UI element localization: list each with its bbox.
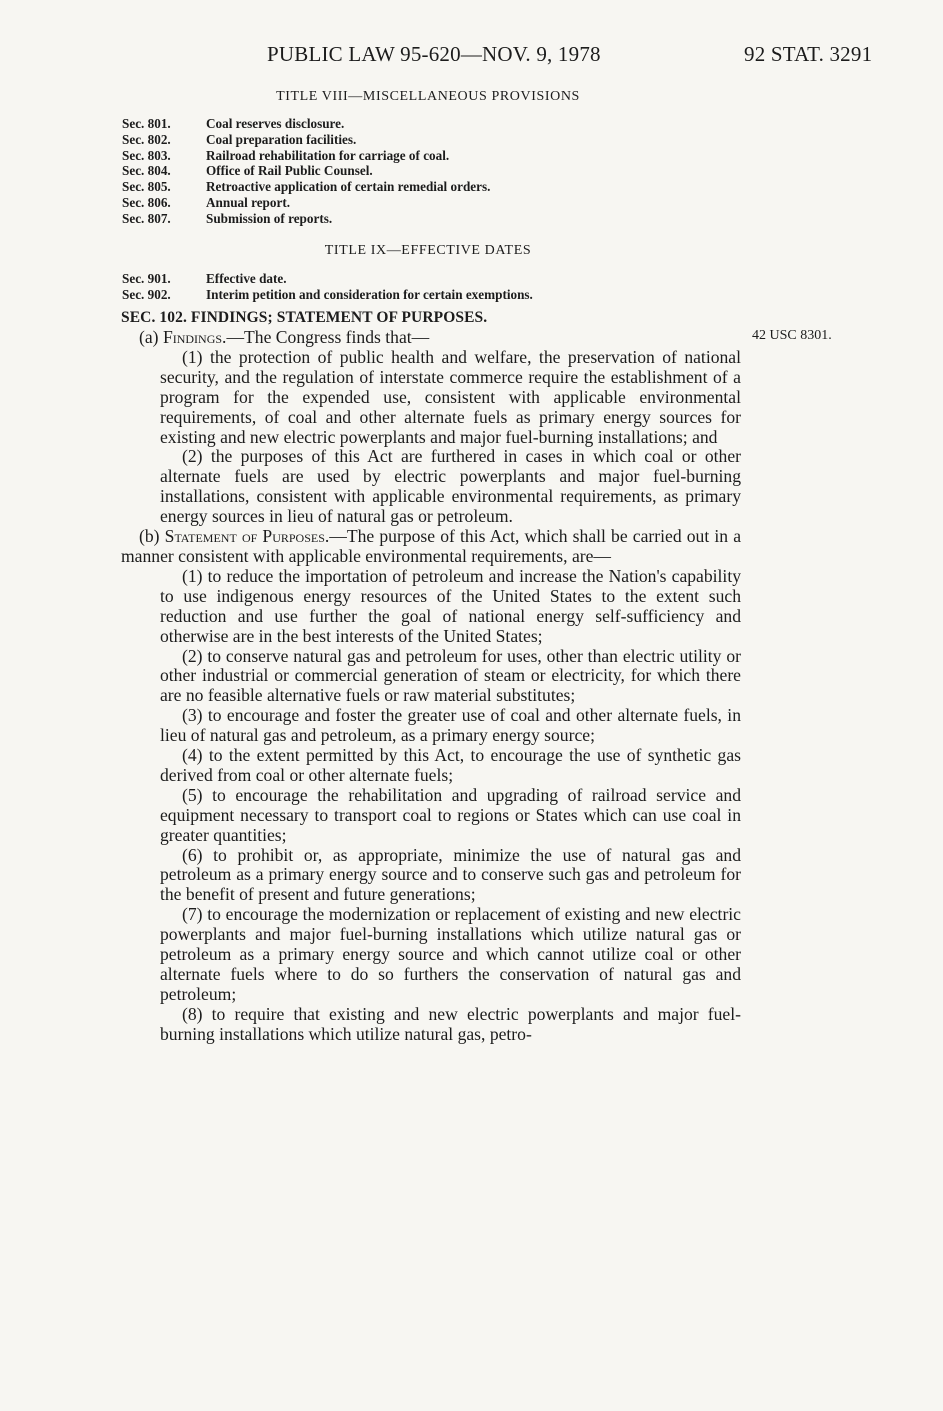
toc-title: TITLE IX—EFFECTIVE DATES — [324, 243, 532, 258]
section-body — [121, 308, 741, 1045]
toc-sec-title: Effective date. — [206, 271, 287, 286]
toc-sec-number: Sec. 804. — [122, 163, 171, 179]
toc-sec-title: Coal reserves disclosure. — [206, 116, 345, 131]
subsection-a-intro — [121, 328, 741, 348]
toc-item — [122, 271, 682, 287]
toc-sec-number: Sec. 801. — [122, 116, 171, 131]
toc-sec-number: Sec. 807. — [122, 210, 171, 226]
toc-sec-title: Interim petition and consideration for certain exemptions. — [206, 286, 533, 302]
toc-list-viii — [122, 116, 682, 227]
subsection-text: —The Congress finds that— — [226, 327, 430, 347]
paragraph-item: (7) to encourage the modernization or replacement of existing and new electric powerplants and major fuel-burning installations which utilize natural gas or petroleum as a primary energy source and which cannot utilize coal or other alternate fuels where to do so furthers the conservation of natural gas and petroleum; — [160, 904, 741, 1004]
toc-list-ix — [122, 271, 682, 303]
toc-title: TITLE VIII—MISCELLANEOUS PROVISIONS — [276, 89, 580, 104]
subsection-text: —The purpose of this Act, which shall be carried out in a manner consistent with applicable environmental requirements, are— — [121, 526, 741, 566]
toc-item — [122, 163, 682, 179]
page-header — [0, 42, 943, 72]
toc-sec-title: Annual report. — [206, 194, 291, 210]
stat-page: 92 STAT. 3291 — [744, 42, 873, 66]
subsection-b-intro — [121, 527, 741, 567]
toc-item — [122, 211, 682, 227]
paragraph-item: (2) to conserve natural gas and petroleum for uses, other than electric utility or other industrial or commercial generation of steam or electricity, for which there are no feasible alternative fuels or raw material substitutes; — [160, 645, 741, 706]
toc-sec-number: Sec. 805. — [122, 179, 171, 195]
paragraph-item: (8) to require that existing and new electric powerplants and major fuel-burning installations which utilize natural gas, petro- — [160, 1003, 741, 1044]
toc-item — [122, 179, 682, 195]
toc-sec-number: Sec. 802. — [122, 131, 171, 147]
subsection-label: (a) — [139, 327, 163, 347]
toc-item — [122, 132, 682, 148]
toc-sec-title: Coal preparation facilities. — [206, 131, 357, 147]
toc-sec-title: Office of Rail Public Counsel. — [206, 163, 373, 179]
subsection-caption: Findings. — [162, 327, 227, 347]
paragraph-item: (5) to encourage the rehabilitation and upgrading of railroad service and equipment necessary to transport coal to regions or States which can use coal in greater quantities; — [160, 784, 741, 845]
toc-title-ix — [122, 243, 682, 259]
toc-sec-title: Submission of reports. — [206, 210, 333, 226]
paragraph-item: (3) to encourage and foster the greater use of coal and other alternate fuels, in lieu of natural gas and petroleum, as a primary energy source; — [160, 705, 741, 746]
toc-sec-title: Railroad rehabilitation for carriage of coal. — [206, 147, 450, 163]
toc-item — [122, 148, 682, 164]
paragraph-item: (1) to reduce the importation of petroleum and increase the Nation's capability to use indigenous energy resources of the United States to the extent such reduction and use further the goal of national energy self-sufficiency and otherwise are in the best interests of the United States; — [160, 565, 741, 646]
toc-item — [122, 287, 682, 303]
toc-sec-title: Retroactive application of certain remedial orders. — [206, 179, 491, 195]
toc-sec-number: Sec. 806. — [122, 194, 171, 210]
subsection-caption: Statement of Purposes. — [164, 526, 330, 547]
paragraph-item: (2) the purposes of this Act are furthered in cases in which coal or other alternate fuels are used by electric powerplants and major fuel-burning installations, consistent with applicable environmental requirements, as primary energy sources in lieu of natural gas or petroleum. — [160, 446, 741, 527]
toc-item — [122, 195, 682, 211]
law-citation: PUBLIC LAW 95-620—NOV. 9, 1978 — [267, 42, 601, 66]
subsection-label: (b) — [139, 526, 165, 547]
paragraph-item: (4) to the extent permitted by this Act, to encourage the use of synthetic gas derived from coal or other alternate fuels; — [160, 745, 741, 785]
section-heading: SEC. 102. FINDINGS; STATEMENT OF PURPOSES. — [121, 309, 488, 326]
toc-sec-number: Sec. 803. — [122, 147, 171, 163]
paragraph-item: (1) the protection of public health and welfare, the preservation of national security, and the regulation of interstate commerce require the establishment of a program for the expended use, consistent with applicable environmental requirements, of coal and other alternate fuels as primary energy sources for existing and new electric powerplants and major fuel-burning installations; and — [160, 346, 741, 447]
paragraph-item: (6) to prohibit or, as appropriate, minimize the use of natural gas and petroleum as a primary energy source and to conserve such gas and petroleum for the benefit of present and future generations; — [160, 844, 741, 905]
toc-sec-number: Sec. 901. — [122, 271, 171, 286]
toc-item — [122, 116, 682, 132]
margin-citation: 42 USC 8301. — [752, 328, 832, 343]
toc-title-viii — [122, 89, 682, 105]
toc-sec-number: Sec. 902. — [122, 286, 171, 302]
